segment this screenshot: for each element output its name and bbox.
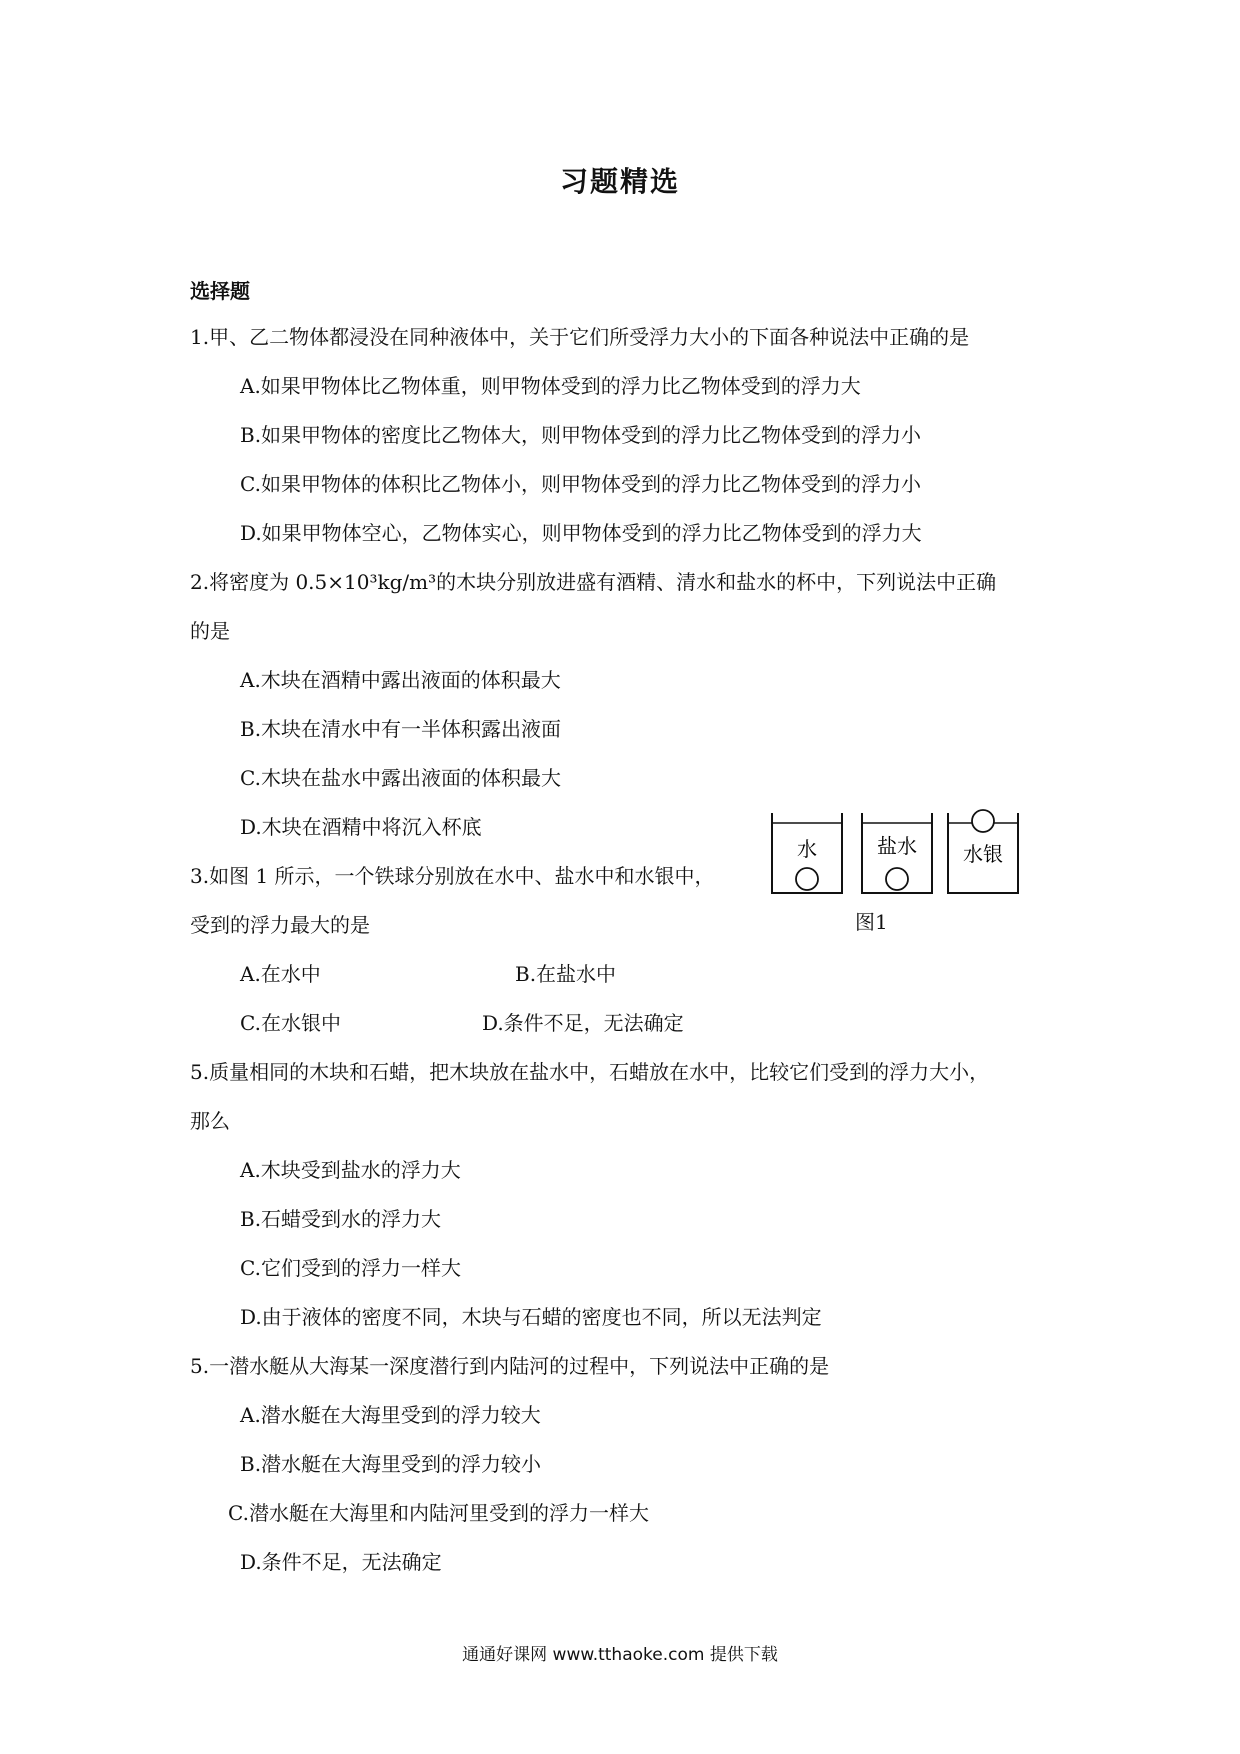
question-1-option-a: A.如果甲物体比乙物体重，则甲物体受到的浮力比乙物体受到的浮力大 [240, 374, 861, 398]
iron-ball-in-water [796, 868, 818, 890]
question-3-option-a: A.在水中 [240, 962, 321, 986]
question-3-cont: 受到的浮力最大的是 [190, 913, 370, 937]
question-1-option-d: D.如果甲物体空心，乙物体实心，则甲物体受到的浮力比乙物体受到的浮力大 [240, 521, 922, 545]
question-3-option-c: C.在水银中 [240, 1011, 341, 1035]
beaker-salt-water-label: 盐水 [877, 834, 917, 858]
beaker-mercury-label: 水银 [963, 842, 1003, 866]
question-3: 3.如图 1 所示，一个铁球分别放在水中、盐水中和水银中， [190, 864, 715, 888]
question-4-option-d: D.由于液体的密度不同，木块与石蜡的密度也不同，所以无法判定 [240, 1305, 822, 1329]
question-5: 5.一潜水艇从大海某一深度潜行到内陆河的过程中，下列说法中正确的是 [190, 1354, 830, 1378]
question-1-option-c: C.如果甲物体的体积比乙物体小，则甲物体受到的浮力比乙物体受到的浮力小 [240, 472, 921, 496]
question-5-option-c: C.潜水艇在大海里和内陆河里受到的浮力一样大 [228, 1501, 649, 1525]
question-4-option-a: A.木块受到盐水的浮力大 [240, 1158, 461, 1182]
figure-1-caption: 图1 [855, 910, 888, 934]
question-5-option-d: D.条件不足，无法确定 [240, 1550, 442, 1574]
question-4: 5.质量相同的木块和石蜡，把木块放在盐水中，石蜡放在水中，比较它们受到的浮力大小， [190, 1060, 990, 1084]
beakers-diagram [770, 805, 1040, 905]
question-5-option-b: B.潜水艇在大海里受到的浮力较小 [240, 1452, 542, 1476]
iron-ball-floating-in-mercury [972, 810, 994, 832]
beaker-water-label: 水 [797, 837, 817, 861]
page-title: 习题精选 [559, 165, 680, 198]
question-2-option-d: D.木块在酒精中将沉入杯底 [240, 815, 482, 839]
page-footer: 通通好课网 www.tthaoke.com 提供下载 [462, 1645, 778, 1665]
question-4-cont: 那么 [190, 1109, 230, 1133]
question-1-option-b: B.如果甲物体的密度比乙物体大，则甲物体受到的浮力比乙物体受到的浮力小 [240, 423, 922, 447]
question-2-option-c: C.木块在盐水中露出液面的体积最大 [240, 766, 561, 790]
question-2-cont: 的是 [190, 619, 230, 643]
question-3-option-d: D.条件不足，无法确定 [482, 1011, 684, 1035]
question-1: 1.甲、乙二物体都浸没在同种液体中，关于它们所受浮力大小的下面各种说法中正确的是 [190, 325, 970, 349]
question-2-option-b: B.木块在清水中有一半体积露出液面 [240, 717, 562, 741]
iron-ball-in-salt-water [886, 868, 908, 890]
figure-1 [770, 805, 1040, 935]
question-5-option-a: A.潜水艇在大海里受到的浮力较大 [240, 1403, 541, 1427]
question-3-option-b: B.在盐水中 [515, 962, 617, 986]
section-heading: 选择题 [190, 279, 250, 303]
question-4-option-c: C.它们受到的浮力一样大 [240, 1256, 461, 1280]
question-2-option-a: A.木块在酒精中露出液面的体积最大 [240, 668, 561, 692]
question-2: 2.将密度为 0.5×10³kg/m³的木块分别放进盛有酒精、清水和盐水的杯中，下列说法中正确 [190, 570, 997, 594]
question-4-option-b: B.石蜡受到水的浮力大 [240, 1207, 442, 1231]
